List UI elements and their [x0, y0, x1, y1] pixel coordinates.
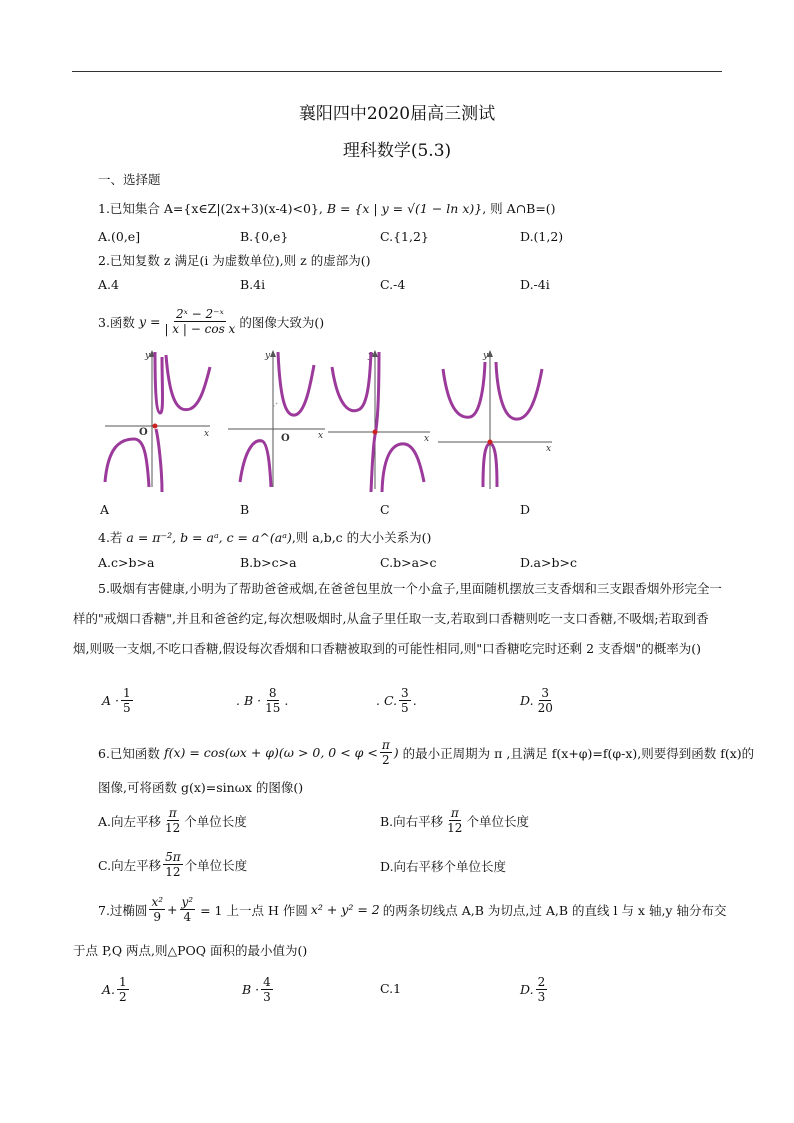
q7-option-b-fraction: $\frac{4}{3}$: [263, 975, 271, 1004]
graph-a-origin: O: [139, 427, 148, 438]
header-rule: [72, 71, 722, 72]
q5-option-d-fraction: $\frac{3}{20}$: [537, 686, 553, 715]
q6-option-a: A.向左平移 $\frac{\pi}{12}$ 个单位长度: [98, 806, 247, 835]
q5-option-c-prefix: . C.: [376, 693, 398, 708]
graph-b-origin: O: [281, 433, 290, 444]
q4-option-b: B.b>c>a: [240, 555, 297, 570]
graph-a-x-label: x: [204, 429, 210, 439]
graph-b: [228, 350, 325, 487]
q1-option-c: C.{1,2}: [380, 229, 429, 244]
q6-stem-c: 图像,可将函数 g(x)=sinωx 的图像(): [98, 780, 304, 795]
exam-title: 襄阳四中2020届高三测试: [298, 104, 496, 124]
graph-b-x-label: x: [318, 431, 324, 441]
q5-option-d-prefix: D.: [520, 693, 534, 708]
section-label: 一、选择题: [98, 172, 161, 187]
q7-stem-d: 于点 P,Q 两点,则△POQ 面积的最小值为(): [73, 943, 308, 958]
q5-option-b-fraction: $\frac{8}{15}$: [265, 686, 281, 715]
q7-option-a: A. $\frac{1}{2}$: [102, 975, 127, 1004]
q2-option-a: A.4: [98, 277, 119, 292]
q3-y: y =: [138, 314, 161, 329]
question-3: [98, 307, 324, 336]
q5-option-a-prefix: A ·: [102, 693, 119, 708]
q6-stem-a: 6.已知函数: [98, 745, 160, 761]
q3-stem-a: 3.函数: [98, 314, 135, 330]
q4-stem-a: 4.若: [98, 530, 123, 545]
q3-denominator: | x | − cos x: [164, 322, 236, 336]
question-5: [73, 574, 723, 664]
graph-label-c: C: [380, 502, 390, 517]
q7-circle: x² + y² = 2: [310, 902, 380, 917]
q1-option-d: D.(1,2): [520, 229, 564, 244]
q4-option-d: D.a>b>c: [520, 555, 577, 570]
graph-d-x-label: x: [546, 444, 552, 454]
q2-option-d: D.-4i: [520, 277, 550, 292]
q6-stem-b: 的最小正周期为 π ,且满足 f(x+φ)=f(φ-x),则要得到函数 f(x)的: [402, 745, 755, 761]
q3-fraction: [162, 307, 237, 336]
q6-expression: f(x) = cos(ωx + φ)(ω > 0, 0 < φ <: [163, 745, 378, 760]
q7-option-d: D. $\frac{2}{3}$: [520, 975, 546, 1004]
q1-option-b: B.{0,e}: [240, 229, 289, 244]
q7-option-d-fraction: $\frac{2}{3}$: [537, 975, 546, 1004]
graph-c-y-label: y: [368, 351, 374, 361]
q4-expression: a = π⁻², b = aᵃ, c = a^(aᵃ): [126, 530, 292, 545]
q6-expression-close: ): [393, 745, 399, 760]
q6-pi-fraction: $\frac{\pi}{2}$: [381, 738, 390, 767]
graph-c: [328, 350, 430, 492]
q6-option-b: B.向右平移 $\frac{\pi}{12}$ 个单位长度: [380, 806, 529, 835]
q3-numerator: 2ˣ − 2⁻ˣ: [175, 307, 224, 321]
q1-set-b: B = {x | y = √(1 − ln x)}: [326, 201, 483, 216]
q5-option-a: [102, 686, 135, 715]
q7-option-c: C.1: [380, 981, 402, 996]
q5-text: 5.吸烟有害健康,小明为了帮助爸爸戒烟,在爸爸包里放一个小盒子,里面随机摆放三支香烟和三支跟香烟外形完全一样的"戒烟口香糖",并且和爸爸约定,每次想吸烟时,从盒子里任取一支,若取到口香糖则吃一支口香糖,不吸烟;若取到香烟,则吸一支烟,不吃口香糖,假设每次香烟和口香糖被取到的可能性相同,则"口香糖吃完时还剩 2 支香烟"的概率为(): [73, 581, 722, 656]
q4-stem-b: ,则 a,b,c 的大小关系为(): [291, 530, 432, 545]
q1-option-a: A.(0,e]: [98, 229, 141, 244]
q7-option-b: B · $\frac{4}{3}$: [242, 975, 271, 1004]
q5-option-c: . C. $\frac{3}{5}$ .: [376, 686, 417, 715]
q1-stem-c: , 则 A∩B=(): [482, 201, 556, 216]
q5-option-a-fraction: $\frac{1}{5}$: [122, 686, 131, 715]
q6-option-b-fraction: $\frac{\pi}{12}$: [447, 806, 463, 835]
graph-b-y-label: y: [265, 351, 271, 361]
q7-stem-a: 7.过椭圆: [98, 902, 148, 918]
question-7: [98, 895, 726, 924]
q2-option-c: C.-4: [380, 277, 406, 292]
q6-option-a-fraction: $\frac{\pi}{12}$: [165, 806, 181, 835]
q7-plus: +: [167, 902, 178, 917]
q5-option-c-fraction: $\frac{3}{5}$: [401, 686, 409, 715]
q7-ellipse-y-fraction: $\frac{\text{y²}}{4}$: [181, 895, 194, 924]
q7-option-a-fraction: $\frac{1}{2}$: [119, 975, 127, 1004]
q7-ellipse-x-fraction: $\frac{\text{x²}}{9}$: [151, 895, 164, 924]
q5-option-b: . B · $\frac{8}{15}$ .: [236, 686, 289, 715]
question-1: [98, 199, 556, 217]
graph-a: [105, 350, 210, 492]
q3-graphs: [100, 347, 560, 492]
q3-stem-b: 的图像大致为(): [239, 314, 325, 330]
q5-option-d: [520, 686, 557, 715]
graph-label-a: A: [100, 502, 110, 517]
graph-d-y-label: y: [483, 351, 489, 361]
q6-option-c-fraction: $\frac{5\pi}{12}$: [165, 850, 181, 879]
q7-stem-b: = 1 上一点 H 作圆: [200, 902, 308, 918]
q5-option-b-prefix: . B ·: [236, 693, 262, 708]
question-4: [98, 528, 431, 546]
graph-a-y-label: y: [145, 351, 151, 361]
q6-option-c: C.向左平移 $\frac{5\pi}{12}$ 个单位长度: [98, 850, 248, 879]
graph-label-d: D: [520, 502, 531, 517]
q1-stem-a: 1.已知集合 A={x∈Z|(2x+3)(x-4)<0},: [98, 201, 323, 216]
graph-c-x-label: x: [424, 434, 430, 444]
graph-label-b: B: [240, 502, 250, 517]
q4-option-a: A.c>b>a: [98, 555, 155, 570]
q7-stem-c: 的两条切线点 A,B 为切点,过 A,B 的直线 l 与 x 轴,y 轴分布交: [382, 902, 727, 918]
question-2: 2.已知复数 z 满足(i 为虚数单位),则 z 的虚部为(): [98, 253, 371, 268]
q4-option-c: C.b>a>c: [380, 555, 437, 570]
exam-subtitle: 理科数学(5.3): [342, 141, 452, 161]
graph-d: [438, 350, 552, 489]
q6-option-d: D.向右平移个单位长度: [380, 859, 507, 874]
question-6: [98, 738, 754, 767]
q2-option-b: B.4i: [240, 277, 266, 292]
